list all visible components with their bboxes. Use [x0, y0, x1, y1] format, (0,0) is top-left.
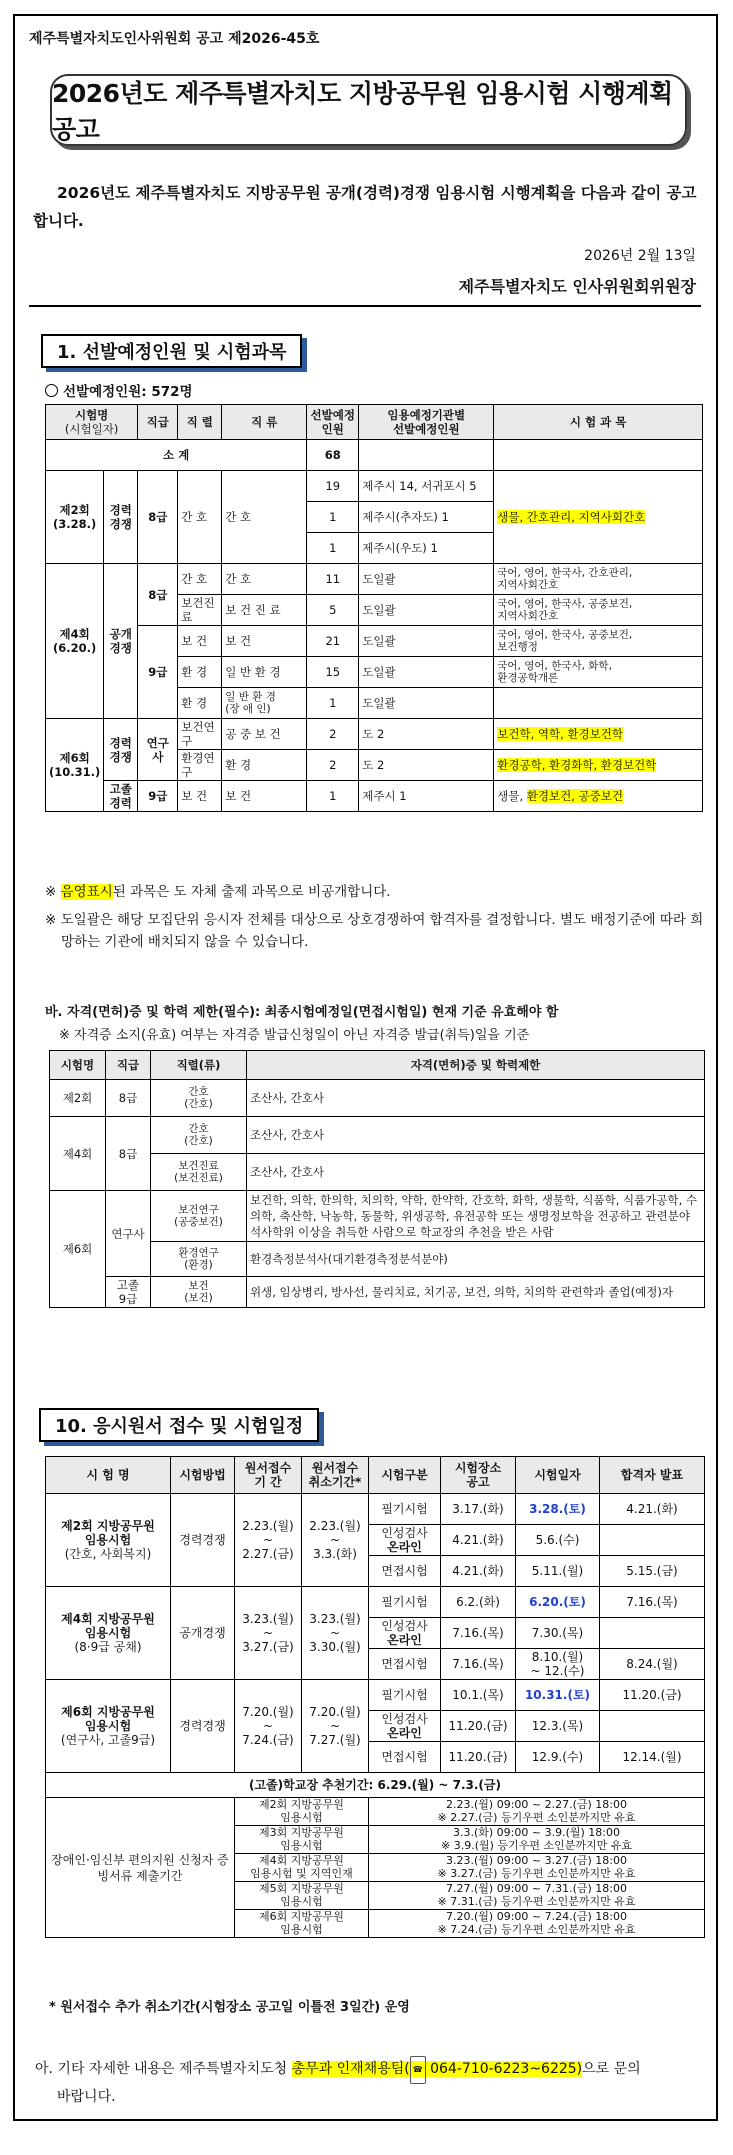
table-row: 인성검사 온라인 11.20.(금) 12.3.(목)	[46, 1711, 705, 1742]
section10-heading: 10. 응시원서 접수 및 시험일정	[39, 1408, 319, 1442]
note-province-wide: ※ 도일괄은 해당 모집단위 응시자 전체를 대상으로 상호경쟁하여 합격자를 결정합니다. 별도 배정기준에 따라 희망하는 기관에 배치되지 않을 수 있습니다.	[45, 912, 704, 950]
table-row: 보건진료 (보건진료) 조산사, 간호사	[50, 1154, 705, 1191]
table-row: 면접시험 4.21.(화) 5.11.(월) 5.15.(금)	[46, 1556, 705, 1587]
notice-document	[13, 14, 718, 2121]
table-row: 제6회 (10.31.) 경력 경쟁 연구사 보건연구 공 중 보 건 2 도 2 보건학, 역학, 환경보건학	[46, 719, 703, 750]
schedule-table	[45, 1456, 705, 1938]
table-row: 제4회 8급 간호 (간호) 조산사, 간호사	[50, 1117, 705, 1154]
section-b-note: ※ 자격증 소지(유효) 여부는 자격증 발급신청일이 아닌 자격증 발급(취득)일을 기준	[59, 1028, 530, 1043]
qualification-table	[49, 1050, 705, 1308]
table-row: 인성검사 온라인 7.16.(목) 7.30.(목)	[46, 1618, 705, 1649]
section1-heading: 1. 선발예정인원 및 시험과목	[41, 334, 302, 368]
total-line: 선발예정인원: 572명	[45, 380, 193, 400]
contact-highlight: 총무과 인재채용팀( ☎ 064-710-6223~6225)	[292, 2061, 583, 2077]
circle-bullet-icon	[45, 384, 58, 397]
contact-info: 아. 기타 자세한 내용은 제주특별자치도청 총무과 인재채용팀( ☎ 064-710-6223~6225)으로 문의 바랍니다.	[35, 2056, 700, 2110]
page-title: 2026년도 제주특별자치도 지방공무원 임용시험 시행계획 공고	[50, 74, 687, 146]
table-row: 1 제주시(추자도) 1	[46, 502, 703, 533]
table-row: 제5회 지방공무원 임용시험 7.27.(월) 09:00 ~ 7.31.(금) 18:00 ※ 7.31.(금) 등기우편 소인분까지만 유효	[46, 1882, 705, 1910]
table-row: 제2회 지방공무원 임용시험 (간호, 사회복지) 경력경쟁 2.23.(월) ~ 2.27.(금) 2.23.(월) ~ 3.3.(화) 필기시험 3.17.(화) 3.28.(토) 4.21.(화)	[46, 1494, 705, 1525]
table-row: 고졸 경력 9급 보 건 보 건 1 제주시 1 생물, 환경보건, 공중보건	[46, 781, 703, 812]
table-row: 보건진료 보 건 진 료 5 도일괄 국어, 영어, 한국사, 공중보건, 지역사회간호	[46, 595, 703, 626]
phone-icon: ☎	[410, 2056, 426, 2084]
table-row: (고졸)학교장 추천기간: 6.29.(월) ~ 7.3.(금)	[46, 1773, 705, 1798]
table-row: 제3회 지방공무원 임용시험 3.3.(화) 09:00 ~ 3.9.(월) 18:00 ※ 3.9.(월) 등기우편 소인분까지만 유효	[46, 1826, 705, 1854]
table-row: 환 경 일 반 환 경 15 도일괄 국어, 영어, 한국사, 화학, 환경공학개론	[46, 657, 703, 688]
table-row: 면접시험 11.20.(금) 12.9.(수) 12.14.(월)	[46, 1742, 705, 1773]
table-header-row: 시 험 명 시험방법 원서접수 기 간 원서접수 취소기간* 시험구분 시험장소 공고 시험일자 합격자 발표	[46, 1457, 705, 1494]
table-row: 소 계 68	[46, 440, 703, 471]
notice-date: 2026년 2월 13일	[584, 248, 696, 264]
table-row: 제6회 연구사 보건연구 (공중보건) 보건학, 의학, 한의학, 치의학, 약학, 한약학, 간호학, 화학, 생물학, 식품학, 식품가공학, 수의학, 축산학, 낙농학, 동물학, 위생공학, 유전공학 또는 생명정보학을 전공하고 관련분야 석사학위 이상을 취득한 사람으로 학교장의 추천을 받은 사람	[50, 1191, 705, 1242]
issuer: 제주특별자치도 인사위원회위원장	[458, 277, 696, 296]
recruitment-table	[45, 404, 703, 812]
table-row: 제2회 (3.28.) 경력 경쟁 8급 간 호 간 호 19 제주시 14, 서귀포시 5 생물, 간호관리, 지역사회간호	[46, 471, 703, 502]
table-row: 제2회 8급 간호 (간호) 조산사, 간호사	[50, 1080, 705, 1117]
table-row: 제6회 지방공무원 임용시험 7.20.(월) 09:00 ~ 7.24.(금) 18:00 ※ 7.24.(금) 등기우편 소인분까지만 유효	[46, 1910, 705, 1938]
table-header-row: 시험명 (시험일자) 직급 직 렬 직 류 선발예정인원 임용예정기관별 선발예정인원 시 험 과 목	[46, 405, 703, 440]
table-row: 환경연구 (환경) 환경측정분석사(대기환경측정분석분야)	[50, 1242, 705, 1277]
notice-number: 제주특별자치도인사위원회 공고 제2026-45호	[29, 31, 320, 47]
table-row: 고졸 9급 보건 (보건) 위생, 임상병리, 방사선, 물리치료, 치기공, 보건, 의학, 치의학 관련학과 졸업(예정)자	[50, 1277, 705, 1308]
divider	[29, 305, 701, 307]
table-row: 제4회 지방공무원 임용시험 (8·9급 공채) 공개경쟁 3.23.(월) ~ 3.27.(금) 3.23.(월) ~ 3.30.(월) 필기시험 6.2.(화) 6.20.(토) 7.16.(목)	[46, 1587, 705, 1618]
section-b-heading: 바. 자격(면허)증 및 학력 제한(필수): 최종시험예정일(면접시험일) 현재 기준 유효해야 함	[45, 1005, 559, 1020]
cancel-note: * 원서접수 추가 취소기간(시험장소 공고일 이틀전 3일간) 운영	[49, 2000, 410, 2015]
table-row: 환 경 일 반 환 경 (장 애 인) 1 도일괄	[46, 688, 703, 719]
intro-text: 2026년도 제주특별자치도 지방공무원 공개(경력)경쟁 임용시험 시행계획을 다음과 같이 공고합니다.	[33, 184, 697, 230]
table-header-row: 시험명 직급 직렬(류) 자격(면허)증 및 학력제한	[50, 1051, 705, 1080]
table-row: 9급 보 건 보 건 21 도일괄 국어, 영어, 한국사, 공중보건, 보건행정	[46, 626, 703, 657]
note-shading: ※ 음영표시된 과목은 도 자체 출제 과목으로 비공개합니다.	[45, 884, 391, 900]
table-row: 1 제주시(우도) 1	[46, 533, 703, 564]
table-row: 제4회 (6.20.) 공개 경쟁 8급 간 호 간 호 11 도일괄 국어, 영어, 한국사, 간호관리, 지역사회간호	[46, 564, 703, 595]
table-row: 인성검사 온라인 4.21.(화) 5.6.(수)	[46, 1525, 705, 1556]
table-row: 제6회 지방공무원 임용시험 (연구사, 고졸9급) 경력경쟁 7.20.(월) ~ 7.24.(금) 7.20.(월) ~ 7.27.(월) 필기시험 10.1.(목) 10.31.(토) 11.20.(금)	[46, 1680, 705, 1711]
table-row: 장애인·임신부 편의지원 신청자 증빙서류 제출기간 제2회 지방공무원 임용시험 2.23.(월) 09:00 ~ 2.27.(금) 18:00 ※ 2.27.(금) 등기우편 소인분까지만 유효	[46, 1798, 705, 1826]
table-row: 면접시험 7.16.(목) 8.10.(월) ~ 12.(수) 8.24.(월)	[46, 1649, 705, 1680]
table-row: 제4회 지방공무원 임용시험 및 지역인재 3.23.(월) 09:00 ~ 3.27.(금) 18:00 ※ 3.27.(금) 등기우편 소인분까지만 유효	[46, 1854, 705, 1882]
table-row: 환경연구 환 경 2 도 2 환경공학, 환경화학, 환경보건학	[46, 750, 703, 781]
